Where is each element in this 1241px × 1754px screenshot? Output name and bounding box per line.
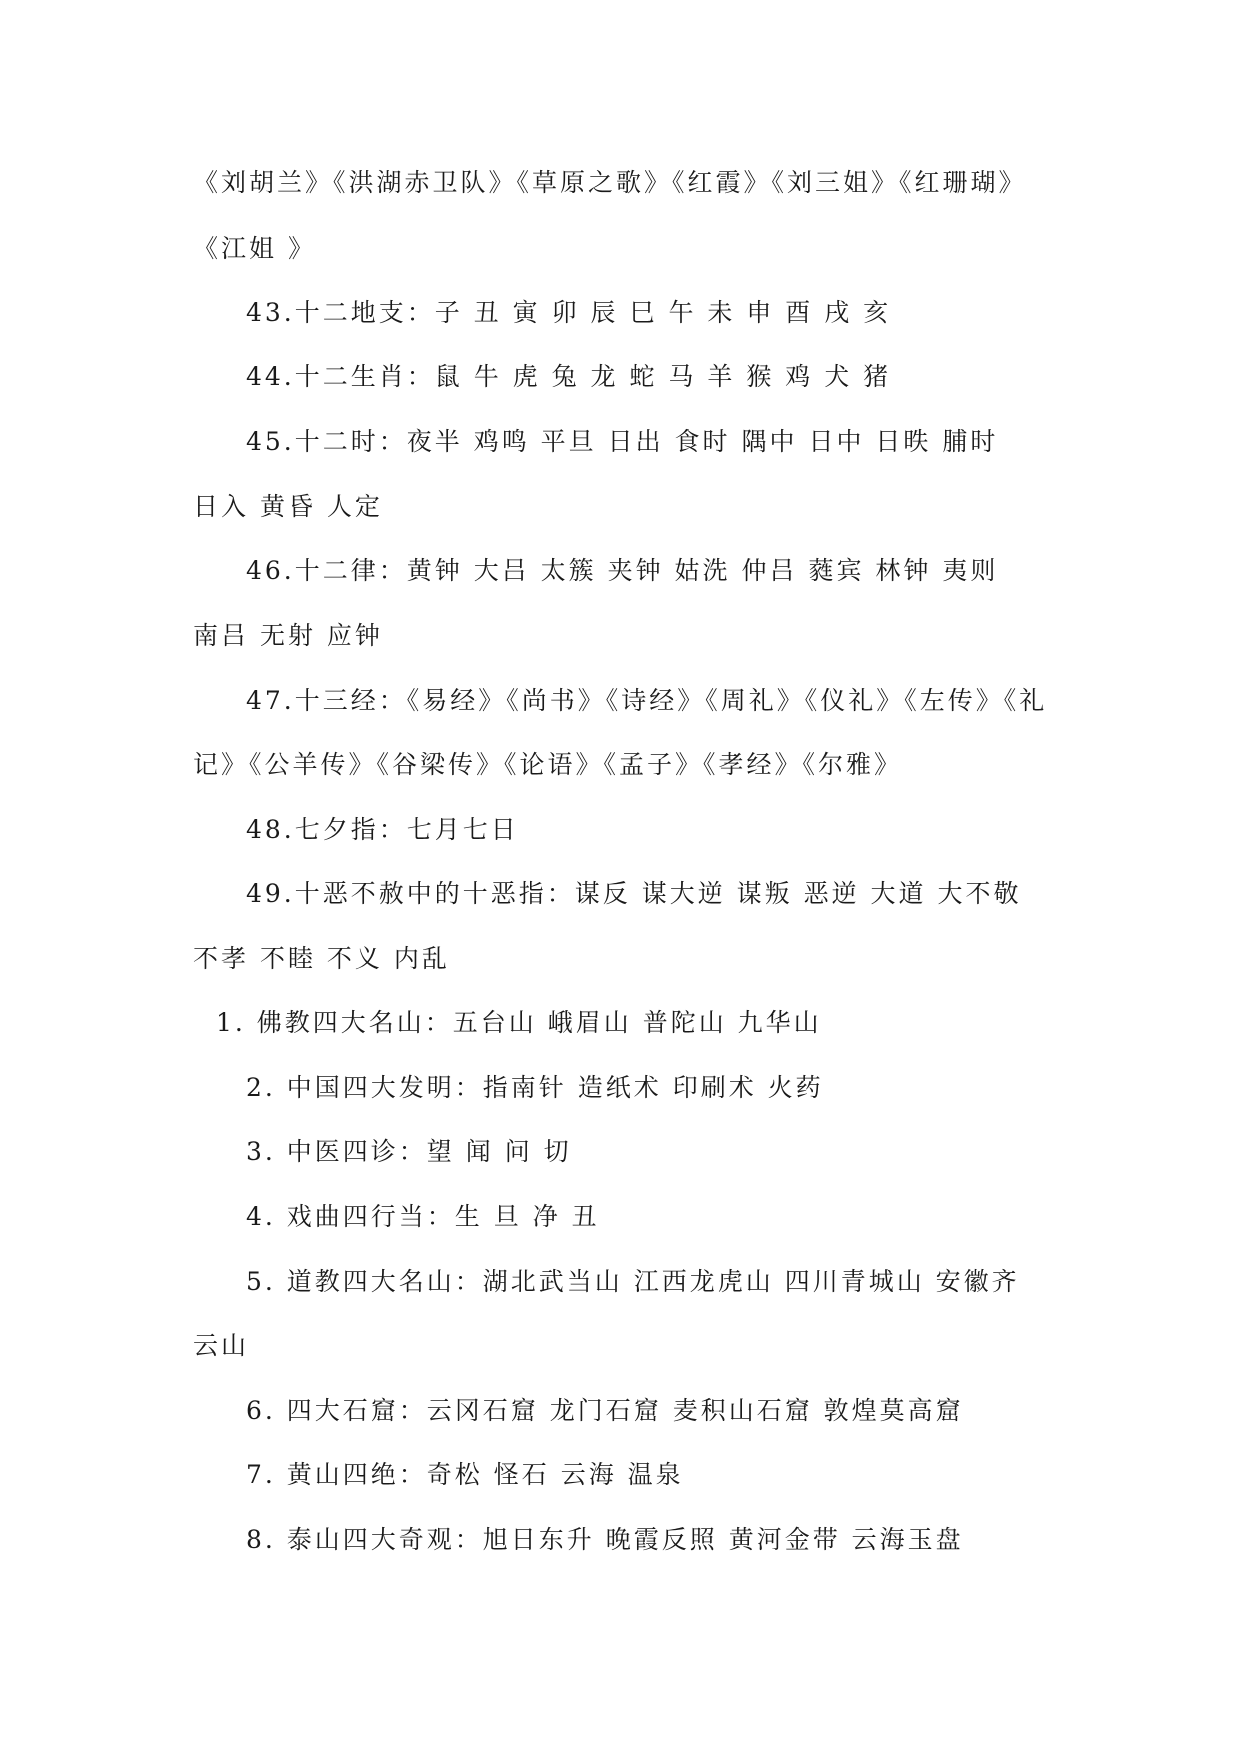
text-line-22: 8. 泰山四大奇观：旭日东升 晚霞反照 黄河金带 云海玉盘	[246, 1525, 964, 1554]
text-line-7: 46.十二律：黄钟 大吕 太簇 夹钟 姑洗 仲吕 蕤宾 林钟 夷则	[246, 556, 999, 585]
text-line-16: 3. 中医四诊：望 闻 问 切	[246, 1137, 572, 1166]
text-line-3: 43.十二地支：子 丑 寅 卯 辰 巳 午 未 申 酉 戌 亥	[246, 298, 892, 327]
text-line-6: 日入 黄昏 人定	[193, 492, 383, 521]
text-line-2: 《江姐 》	[193, 234, 316, 263]
text-line-8: 南吕 无射 应钟	[193, 621, 383, 650]
text-line-21: 7. 黄山四绝：奇松 怪石 云海 温泉	[246, 1460, 684, 1489]
text-line-9: 47.十三经：《易经》《尚书》《诗经》《周礼》《仪礼》《左传》《礼	[246, 686, 1048, 715]
text-line-10: 记》《公羊传》《谷梁传》《论语》《孟子》《孝经》《尔雅》	[193, 750, 903, 779]
text-line-5: 45.十二时：夜半 鸡鸣 平旦 日出 食时 隅中 日中 日昳 脯时	[246, 427, 999, 456]
text-line-19: 云山	[193, 1331, 250, 1360]
text-line-1: 《刘胡兰》《洪湖赤卫队》《草原之歌》《红霞》《刘三姐》《红珊瑚》	[193, 168, 1027, 197]
text-line-17: 4. 戏曲四行当：生 旦 净 丑	[246, 1202, 600, 1231]
text-line-20: 6. 四大石窟：云冈石窟 龙门石窟 麦积山石窟 敦煌莫高窟	[246, 1396, 964, 1425]
text-line-13: 不孝 不睦 不义 内乱	[193, 944, 450, 973]
text-line-15: 2. 中国四大发明：指南针 造纸术 印刷术 火药	[246, 1073, 824, 1102]
text-line-4: 44.十二生肖：鼠 牛 虎 兔 龙 蛇 马 羊 猴 鸡 犬 猪	[246, 362, 892, 391]
text-line-14: 1. 佛教四大名山：五台山 峨眉山 普陀山 九华山	[216, 1008, 822, 1037]
text-line-18: 5. 道教四大名山：湖北武当山 江西龙虎山 四川青城山 安徽齐	[246, 1267, 1020, 1296]
text-line-12: 49.十恶不赦中的十恶指：谋反 谋大逆 谋叛 恶逆 大道 大不敬	[246, 879, 1022, 908]
text-line-11: 48.七夕指：七月七日	[246, 815, 519, 844]
